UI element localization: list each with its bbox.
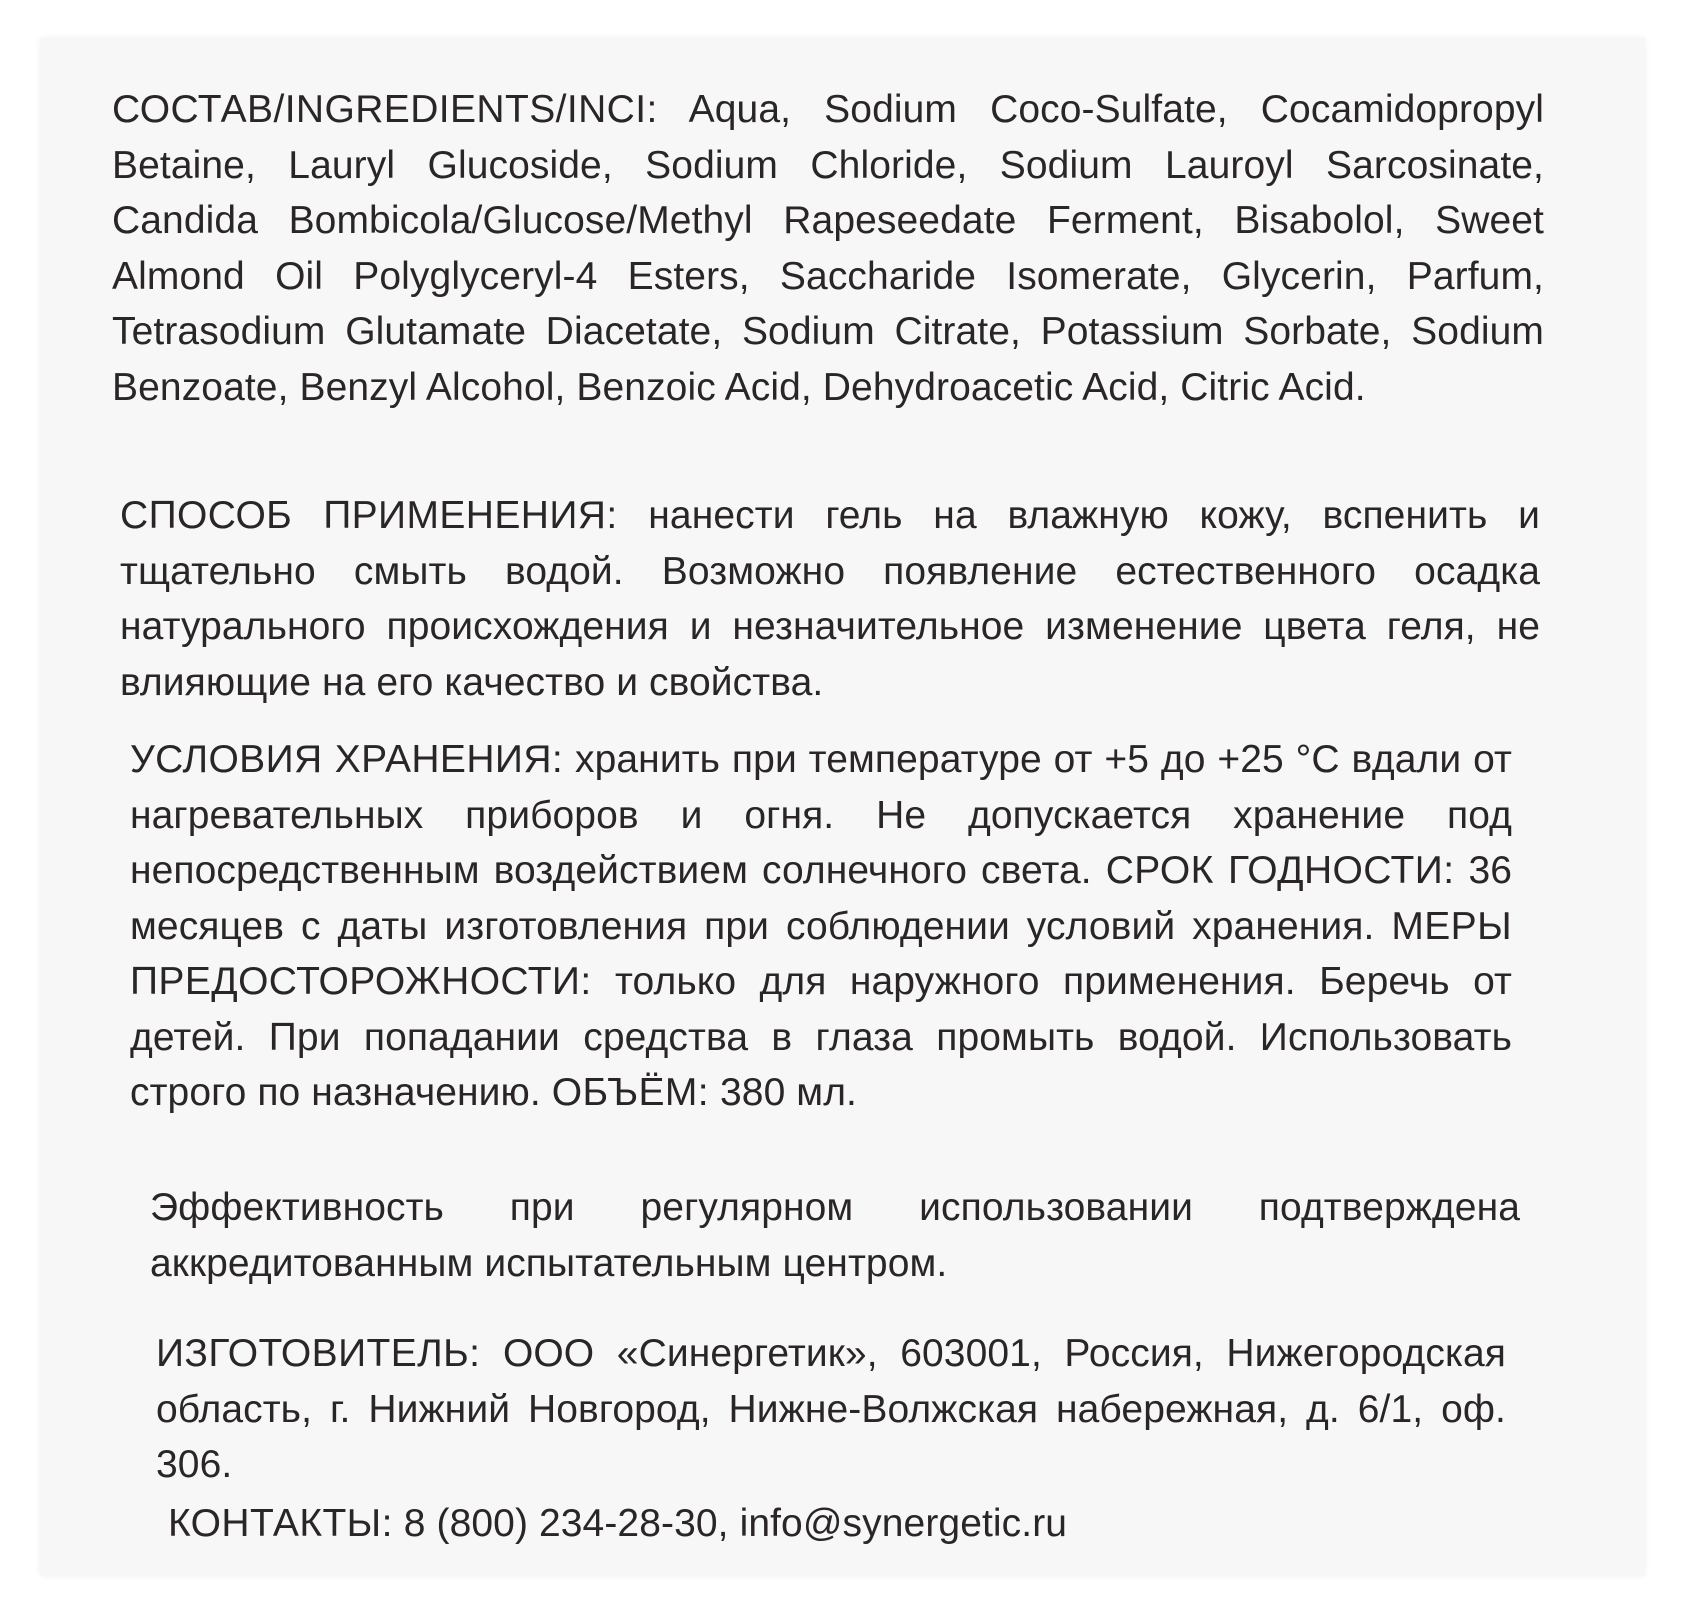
precautions-text: только для наружного применения. Беречь от детей. При попадании средства в глаза промыть водой. Использовать строго по назначению. [130,960,1512,1114]
efficacy-section [150,1180,1520,1291]
contacts-phone: 8 (800) 234-28-30, [403,1502,729,1545]
precautions-label: МЕРЫ ПРЕДОСТОРОЖНОСТИ: [130,904,1512,1003]
contacts-label: КОНТАКТЫ: [168,1502,393,1545]
volume-text: 380 мл. [719,1071,857,1114]
contacts-email: info@synergetic.ru [739,1502,1068,1545]
ingredients-label: СОСТАВ/INGREDIENTS/INCI: [112,88,658,131]
ingredients-section [112,82,1544,415]
usage-section [120,488,1540,710]
storage-label: УСЛОВИЯ ХРАНЕНИЯ: [130,738,564,781]
efficacy-text: Эффективность при регулярном использовании подтверждена аккредитованным испытательным центром. [150,1186,1520,1285]
usage-text: нанести гель на влажную кожу, вспенить и тщательно смыть водой. Возможно появление естественного осадка натурального происхождения и незначительное изменение цвета геля, не влияющие на его качество и свойства. [120,494,1540,704]
volume-label: ОБЪЁМ: [551,1071,710,1114]
storage-section [130,732,1512,1121]
ingredients-text: Aqua, Sodium Coco-Sulfate, Cocamidopropyl Betaine, Lauryl Glucoside, Sodium Chloride, Sodium Lauroyl Sarcosinate, Candida Bombicola/Glucose/Methyl Rapeseedate Ferment, Bisabolol, Sweet Almond Oil Polyglyceryl-4 Esters, Saccharide Isomerate, Glycerin, Parfum, Tetrasodium Glutamate Diacetate, Sodium Citrate, Potassium Sorbate, Sodium Benzoate, Benzyl Alcohol, Benzoic Acid, Dehydroacetic Acid, Citric Acid. [112,88,1544,409]
usage-label: СПОСОБ ПРИМЕНЕНИЯ: [120,494,618,537]
shelf-life-label: СРОК ГОДНОСТИ: [1105,849,1455,892]
storage-text: хранить при температуре от +5 до +25 °С вдали от нагревательных приборов и огня. Не допускается хранение под непосредственным воздействием солнечного света. [130,738,1512,892]
manufacturer-label: ИЗГОТОВИТЕЛЬ: [156,1332,481,1375]
manufacturer-text: ООО «Синергетик», 603001, Россия, Нижегородская область, г. Нижний Новгород, Нижне-Волжская набережная, д. 6/1, оф. 306. [156,1332,1507,1486]
shelf-life-text: 36 месяцев с даты изготовления при соблюдении условий хранения. [130,849,1513,948]
manufacturer-section [156,1326,1506,1493]
contacts-section [168,1496,1468,1552]
